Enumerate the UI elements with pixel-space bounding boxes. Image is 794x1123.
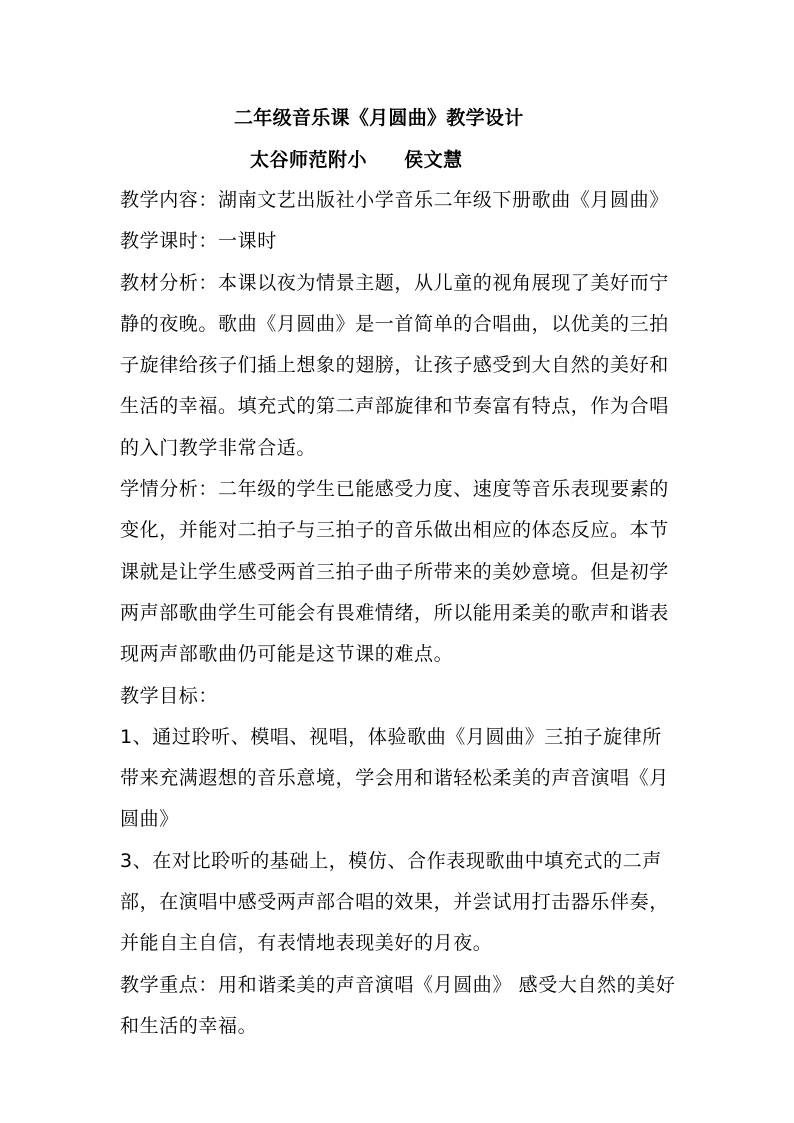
paragraph-class-hours: 教学课时：一课时 xyxy=(120,230,277,253)
document-title: 二年级音乐课《月圆曲》教学设计 xyxy=(234,107,524,129)
paragraph-student-analysis: 学情分析：二年级的学生已能感受力度、速度等音乐表现要素的变化，并能对二拍子与三拍子的音乐做出相应的体态反应。本节课就是让学生感受两首三拍子曲子所带来的美妙意境。但是初学两声部歌曲学生可能会有畏难情绪，所以能用柔美的歌声和谐表现两声部歌曲仍可能是这节课的难点。 xyxy=(120,478,669,666)
author-line xyxy=(250,145,463,172)
paragraph-material-analysis: 教材分析：本课以夜为情景主题，从儿童的视角展现了美好而宁静的夜晚。歌曲《月圆曲》是一首简单的合唱曲，以优美的三拍子旋律给孩子们插上想象的翅膀，让孩子感受到大自然的美好和生活的幸福。填充式的第二声部旋律和节奏富有特点，作为合唱的入门教学非常合适。 xyxy=(120,271,669,459)
paragraph-key-points: 教学重点：用和谐柔美的声音演唱《月圆曲》 感受大自然的美好和生活的幸福。 xyxy=(120,973,676,1037)
teacher-name: 侯文慧 xyxy=(404,149,463,171)
school-name: 太谷师范附小 xyxy=(250,149,368,171)
paragraph-teaching-content: 教学内容：湖南文艺出版社小学音乐二年级下册歌曲《月圆曲》 xyxy=(120,189,669,211)
paragraph-objectives-heading: 教学目标： xyxy=(120,684,219,707)
document-body xyxy=(120,180,680,1047)
paragraph-objective-1: 1、通过聆听、模唱、视唱，体验歌曲《月圆曲》三拍子旋律所带来充满遐想的音乐意境，学会用和谐轻松柔美的声音演唱《月圆曲》 xyxy=(120,725,669,831)
paragraph-objective-3: 3、在对比聆听的基础上，模仿、合作表现歌曲中填充式的二声部，在演唱中感受两声部合唱的效果，并尝试用打击器乐伴奏，并能自主自信，有表情地表现美好的月夜。 xyxy=(120,849,669,955)
